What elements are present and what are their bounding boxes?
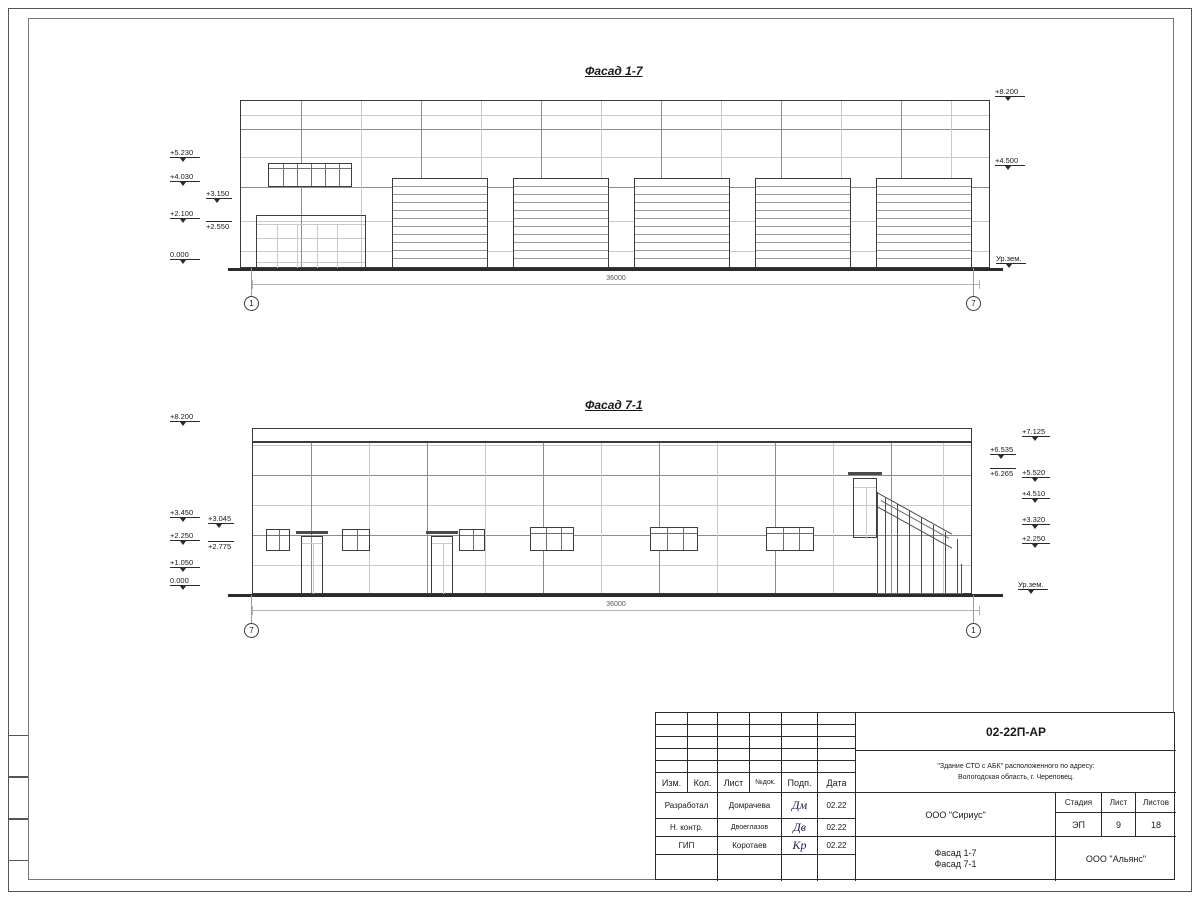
facade-7-1-axis-left: 7: [244, 623, 259, 638]
rev-header-doc: №док.: [750, 773, 782, 793]
facade-7-1-level-right-7: +2.250: [1022, 534, 1050, 548]
rev-header-kol: Кол.: [688, 773, 718, 793]
facade-1-7-level-left-6: 0.000: [170, 250, 200, 264]
rev-blank-r4c6: [818, 749, 856, 761]
facade-7-1-window-1: [266, 529, 290, 551]
rev-blank-r4c5: [782, 749, 818, 761]
facade-7-1-door-2-canopy: [426, 531, 458, 534]
role-label-4: [656, 855, 718, 881]
facade-7-1-level-left-5: +2.775: [208, 541, 234, 551]
rev-blank-r3c6: [818, 737, 856, 749]
role-date-2: 02.22: [818, 819, 856, 837]
rev-blank-r2c4: [750, 725, 782, 737]
role-label-3: ГИП: [656, 837, 718, 855]
project-title-line2: Вологодская область, г. Череповец.: [958, 773, 1074, 781]
rev-blank-r3c2: [688, 737, 718, 749]
facade-1-7-garage-door-1: [392, 178, 488, 268]
rev-blank-r2c1: [656, 725, 688, 737]
facade-7-1-upper-door: [853, 478, 877, 538]
facade-1-7-ground-line: [228, 268, 1003, 271]
facade-1-7-level-left-2: +4.030: [170, 172, 200, 186]
project-title: [856, 751, 1176, 793]
rev-blank-r1c5: [782, 713, 818, 725]
facade-1-7-garage-door-3: [634, 178, 730, 268]
designer-org: ООО "Сириус": [856, 793, 1056, 837]
facade-7-1-level-left-6: +1.050: [170, 558, 200, 572]
role-name-3: Коротаев: [718, 837, 782, 855]
facade-7-1-level-right-3: +6.265: [990, 468, 1016, 478]
facade-7-1-window-5: [650, 527, 698, 551]
facade-1-7-level-left-4: +2.100: [170, 209, 200, 223]
facade-7-1-level-left-3: +3.045: [208, 514, 234, 528]
facade-7-1-parapet: [252, 428, 972, 442]
role-label-2: Н. контр.: [656, 819, 718, 837]
facade-1-7-level-right-2: +4.500: [995, 156, 1025, 170]
facade-7-1-external-stair: [877, 492, 963, 594]
facade-7-1-ground-mark: Ур.зем.: [1018, 580, 1048, 594]
rev-blank-r3c5: [782, 737, 818, 749]
facade-7-1-door-2: [431, 536, 453, 594]
facade-7-1-level-left-7: 0.000: [170, 576, 200, 590]
sheet-name-line1: Фасад 1-7: [934, 848, 977, 858]
role-signature-1: Дм: [782, 793, 818, 819]
sheet-header: Лист: [1102, 793, 1136, 813]
rev-header-data: Дата: [818, 773, 856, 793]
facade-7-1-axis-right: 1: [966, 623, 981, 638]
facade-7-1-title: Фасад 7-1: [585, 398, 643, 412]
rev-blank-r1c6: [818, 713, 856, 725]
facade-7-1-level-left-4: +2.250: [170, 531, 200, 545]
rev-header-list: Лист: [718, 773, 750, 793]
facade-1-7-dimension: 36000: [252, 278, 980, 285]
sheets-value: 18: [1136, 813, 1176, 837]
rev-blank-r2c5: [782, 725, 818, 737]
facade-1-7-garage-door-4: [755, 178, 851, 268]
rev-blank-r5c3: [718, 761, 750, 773]
rev-blank-r3c3: [718, 737, 750, 749]
sheet-value: 9: [1102, 813, 1136, 837]
facade-1-7-ribbon-window: [268, 163, 352, 187]
facade-7-1-level-right-1: +7.125: [1022, 427, 1050, 441]
role-signature-3: Кр: [782, 837, 818, 855]
sheet-name-line2: Фасад 7-1: [934, 859, 977, 869]
role-date-4: [818, 855, 856, 881]
facade-1-7-axis-left: 1: [244, 296, 259, 311]
project-title-line1: "Здание СТО с АБК" расположенного по адресу:: [937, 762, 1095, 770]
role-name-2: Двоеглазов: [718, 819, 782, 837]
facade-1-7-garage-door-5: [876, 178, 972, 268]
rev-blank-r5c2: [688, 761, 718, 773]
stage-header: Стадия: [1056, 793, 1102, 813]
facade-7-1-level-right-2: +6.535: [990, 445, 1016, 459]
facade-1-7-level-left-1: +5.230: [170, 148, 200, 162]
rev-blank-r4c3: [718, 749, 750, 761]
facade-7-1-door-1-canopy: [296, 531, 328, 534]
role-name-1: Домрачева: [718, 793, 782, 819]
facade-1-7-garage-door-2: [513, 178, 609, 268]
facade-7-1-window-4: [530, 527, 574, 551]
facade-7-1-level-right-4: +5.520: [1022, 468, 1050, 482]
facade-1-7-level-right-1: +8.200: [995, 87, 1025, 101]
facade-7-1-upper-door-canopy: [848, 472, 882, 475]
facade-7-1-window-2: [342, 529, 370, 551]
rev-blank-r5c4: [750, 761, 782, 773]
sheets-header: Листов: [1136, 793, 1176, 813]
role-name-4: [718, 855, 782, 881]
facade-1-7-entrance-group: [256, 215, 366, 269]
rev-blank-r4c2: [688, 749, 718, 761]
facade-7-1-window-3: [459, 529, 485, 551]
stage-value: ЭП: [1056, 813, 1102, 837]
rev-blank-r3c1: [656, 737, 688, 749]
rev-blank-r1c1: [656, 713, 688, 725]
sheet-name: [856, 837, 1056, 881]
rev-blank-r4c1: [656, 749, 688, 761]
role-date-1: 02.22: [818, 793, 856, 819]
margin-box-2: [8, 777, 28, 819]
drawing-number: 02-22П-АР: [856, 713, 1176, 751]
rev-blank-r2c2: [688, 725, 718, 737]
rev-header-podp: Подп.: [782, 773, 818, 793]
facade-7-1-level-right-5: +4.510: [1022, 489, 1050, 503]
facade-1-7-title: Фасад 1-7: [585, 64, 643, 78]
role-signature-2: Дв: [782, 819, 818, 837]
role-date-3: 02.22: [818, 837, 856, 855]
rev-blank-r1c4: [750, 713, 782, 725]
facade-1-7-level-left-3: +3.150: [206, 189, 232, 203]
rev-blank-r1c2: [688, 713, 718, 725]
facade-7-1-level-right-6: +3.320: [1022, 515, 1050, 529]
rev-blank-r2c6: [818, 725, 856, 737]
facade-7-1-level-left-2: +3.450: [170, 508, 200, 522]
rev-blank-r3c4: [750, 737, 782, 749]
facade-7-1-window-6: [766, 527, 814, 551]
facade-7-1-dimension: 36000: [252, 604, 980, 611]
rev-blank-r1c3: [718, 713, 750, 725]
rev-blank-r2c3: [718, 725, 750, 737]
facade-1-7-level-left-5: +2.550: [206, 221, 232, 231]
role-label-1: Разработал: [656, 793, 718, 819]
rev-blank-r5c5: [782, 761, 818, 773]
contractor-org: ООО "Альянс": [1085, 854, 1147, 864]
role-signature-4: [782, 855, 818, 881]
margin-box-1: [8, 735, 28, 777]
rev-blank-r5c1: [656, 761, 688, 773]
facade-7-1-ground-line: [228, 594, 1003, 597]
facade-1-7-ground-mark: Ур.зем.: [996, 254, 1026, 268]
rev-blank-r4c4: [750, 749, 782, 761]
facade-7-1-door-1: [301, 536, 323, 594]
facade-7-1-level-left-1: +8.200: [170, 412, 200, 426]
rev-blank-r5c6: [818, 761, 856, 773]
rev-header-izm: Изм.: [656, 773, 688, 793]
title-block: [655, 712, 1175, 880]
margin-box-3: [8, 819, 28, 861]
facade-1-7-axis-right: 7: [966, 296, 981, 311]
